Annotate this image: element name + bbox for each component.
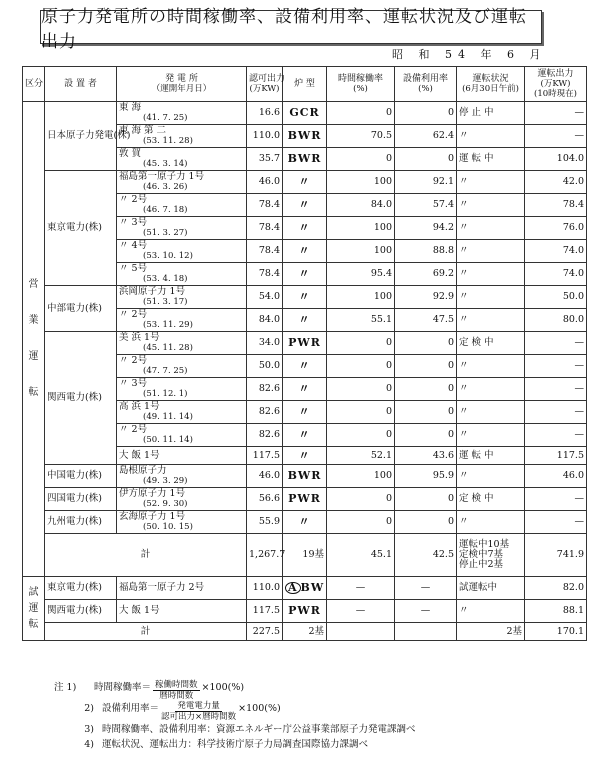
reactor-cell: 〃: [283, 309, 327, 332]
capacity-cell: 110.0: [247, 577, 283, 600]
capacity-cell: 46.0: [247, 465, 283, 488]
plant-date: (47. 7. 25): [143, 366, 188, 376]
capacity-cell: 82.6: [247, 378, 283, 401]
plant-cell: [117, 378, 247, 401]
util-rate-cell: 0: [395, 148, 457, 171]
plant-cell: [117, 511, 247, 534]
util-rate-cell: 88.8: [395, 240, 457, 263]
plant-cell: [117, 240, 247, 263]
capacity-cell: 78.4: [247, 240, 283, 263]
status-cell: 〃: [457, 511, 525, 534]
util-rate-cell: 0: [395, 332, 457, 355]
plant-name: 伊方原子力 1号: [119, 488, 186, 499]
plant-name: 〃 2号: [119, 194, 148, 205]
plant-date: (50. 11. 14): [143, 435, 193, 445]
plant-cell: 福島第一原子力 2号: [117, 577, 247, 600]
status-cell: 〃: [457, 378, 525, 401]
plant-cell: [117, 171, 247, 194]
plant-cell: [117, 102, 247, 125]
plant-cell: [117, 148, 247, 171]
plant-name: 玄海原子力 1号: [119, 511, 186, 522]
plant-date: (51. 3. 27): [143, 228, 188, 238]
status-cell: 停 止 中: [457, 102, 525, 125]
reactor-cell: GCR: [283, 102, 327, 125]
output-cell: 50.0: [525, 286, 587, 309]
section-char: 運: [28, 351, 39, 362]
capacity-cell: 82.6: [247, 424, 283, 447]
time-rate-cell: 0: [327, 378, 395, 401]
total-capacity: 1,267.7: [247, 534, 283, 577]
status-cell: 〃: [457, 600, 525, 623]
util-rate-cell: 0: [395, 355, 457, 378]
title-text: 原子力発電所の時間稼働率、設備利用率、運転状況及び運転出力: [41, 7, 527, 52]
total-time-rate: 45.1: [327, 534, 395, 577]
status-cell: 〃: [457, 125, 525, 148]
reactor-cell: 〃: [283, 447, 327, 465]
header-section: 区分: [23, 67, 45, 102]
time-rate-cell: 0: [327, 424, 395, 447]
total-status: [457, 534, 525, 577]
time-rate-cell: 100: [327, 286, 395, 309]
capacity-cell: 35.7: [247, 148, 283, 171]
plant-date: (51. 12. 1): [143, 389, 188, 399]
section-char: 転: [28, 618, 39, 630]
status-cell: 〃: [457, 240, 525, 263]
util-rate-cell: 57.4: [395, 194, 457, 217]
util-rate-cell: 0: [395, 102, 457, 125]
capacity-cell: 46.0: [247, 171, 283, 194]
table-row: [23, 577, 587, 600]
note-2: 2) 設備利用率＝ $\frac{\text{発電電力量}}{\text{認可出力×暦時間数}}$ ×100(%): [84, 701, 281, 722]
plant-cell: [117, 263, 247, 286]
total-row: [23, 623, 587, 641]
time-rate-cell: 84.0: [327, 194, 395, 217]
output-cell: 88.1: [525, 600, 587, 623]
reactor-cell: BWR: [283, 125, 327, 148]
time-rate-cell: 52.1: [327, 447, 395, 465]
util-rate-cell: 92.9: [395, 286, 457, 309]
note-1: 注 1) 時間稼働率＝ $\frac{\text{稼働時間数}}{\text{暦時間数}}$ ×100(%): [54, 680, 245, 701]
capacity-cell: 82.6: [247, 401, 283, 424]
capacity-cell: 16.6: [247, 102, 283, 125]
time-rate-cell: 100: [327, 171, 395, 194]
status-cell: 〃: [457, 194, 525, 217]
table-row: [23, 511, 587, 534]
util-rate-cell: 69.2: [395, 263, 457, 286]
operator-cell: 中国電力(株): [45, 465, 117, 488]
plant-name: 東 海 第 二: [119, 125, 167, 136]
output-cell: 42.0: [525, 171, 587, 194]
capacity-cell: 78.4: [247, 194, 283, 217]
table-row: [23, 600, 587, 623]
reactor-prefix: A: [285, 582, 301, 594]
capacity-cell: 84.0: [247, 309, 283, 332]
status-cell: 〃: [457, 309, 525, 332]
plant-date: (53. 10. 12): [143, 251, 193, 261]
table-row: [23, 488, 587, 511]
output-cell: 74.0: [525, 263, 587, 286]
output-cell: 74.0: [525, 240, 587, 263]
reactor-cell: 〃: [283, 511, 327, 534]
output-cell: 80.0: [525, 309, 587, 332]
note-4: 4) 運転状況、運転出力：科学技術庁原子力局調査国際協力課調べ: [84, 739, 369, 750]
status-line: 停止中2基: [459, 559, 504, 570]
util-rate-cell: 62.4: [395, 125, 457, 148]
plant-name: 〃 2号: [119, 309, 148, 320]
plant-cell: [117, 332, 247, 355]
plant-date: (46. 3. 26): [143, 182, 188, 192]
page-title: [40, 7, 542, 52]
status-line: 運転中10基: [459, 539, 510, 550]
header-output: 運転出力 (万KW) (10時現在): [525, 67, 587, 102]
footnotes: [54, 680, 574, 752]
total-status: 2基: [457, 623, 525, 641]
status-cell: 運 転 中: [457, 447, 525, 465]
plant-cell: [117, 217, 247, 240]
util-rate-cell: 0: [395, 401, 457, 424]
plant-name: 〃 2号: [119, 424, 148, 435]
status-cell: 〃: [457, 424, 525, 447]
status-cell: 運 転 中: [457, 148, 525, 171]
util-rate-cell: —: [395, 577, 457, 600]
plant-date: (52. 9. 30): [143, 499, 188, 509]
util-rate-cell: 0: [395, 424, 457, 447]
section-trial: [23, 577, 45, 641]
status-line: 定検中7基: [459, 549, 504, 560]
table-row: [23, 465, 587, 488]
output-cell: —: [525, 488, 587, 511]
plant-name: 高 浜 1号: [119, 401, 160, 412]
total-util-rate: [395, 623, 457, 641]
operator-cell: 四国電力(株): [45, 488, 117, 511]
table-row: [23, 286, 587, 309]
output-cell: —: [525, 424, 587, 447]
time-rate-cell: —: [327, 577, 395, 600]
capacity-cell: 56.6: [247, 488, 283, 511]
time-rate-cell: 0: [327, 355, 395, 378]
reactor-cell: 〃: [283, 240, 327, 263]
plant-date: (41. 7. 25): [143, 113, 188, 123]
reactor-type: BW: [300, 581, 325, 594]
header-operator: 設 置 者: [45, 67, 117, 102]
total-label: 計: [45, 623, 247, 641]
operator-cell: 関西電力(株): [45, 600, 117, 623]
plant-date: (45. 3. 14): [143, 159, 188, 169]
table-row: [23, 332, 587, 355]
util-rate-cell: 95.9: [395, 465, 457, 488]
header-plant: 発 電 所 （運開年月日）: [117, 67, 247, 102]
status-cell: 試運転中: [457, 577, 525, 600]
time-rate-cell: 55.1: [327, 309, 395, 332]
time-rate-cell: 95.4: [327, 263, 395, 286]
plant-cell: [117, 309, 247, 332]
reactor-cell: [283, 577, 327, 600]
total-label: 計: [45, 534, 247, 577]
reactor-cell: 〃: [283, 355, 327, 378]
plant-name: 東 海: [119, 102, 142, 113]
section-char: 業: [28, 315, 39, 326]
status-cell: 〃: [457, 286, 525, 309]
output-cell: 46.0: [525, 465, 587, 488]
util-rate-cell: 47.5: [395, 309, 457, 332]
total-time-rate: [327, 623, 395, 641]
data-table: [22, 66, 587, 641]
section-char: 転: [28, 387, 39, 398]
plant-cell: 大 飯 1号: [117, 600, 247, 623]
date-label: 昭 和 54 年 6 月: [392, 48, 547, 61]
capacity-cell: 117.5: [247, 600, 283, 623]
output-cell: 78.4: [525, 194, 587, 217]
capacity-cell: 55.9: [247, 511, 283, 534]
total-capacity: 227.5: [247, 623, 283, 641]
plant-date: (49. 3. 29): [143, 476, 188, 486]
output-cell: 76.0: [525, 217, 587, 240]
plant-cell: [117, 355, 247, 378]
reactor-cell: 〃: [283, 217, 327, 240]
section-char: 試: [28, 586, 39, 598]
table-row: [23, 102, 587, 125]
time-rate-cell: 100: [327, 240, 395, 263]
plant-cell: [117, 424, 247, 447]
time-rate-cell: 0: [327, 148, 395, 171]
operator-cell: 日本原子力発電(株): [45, 102, 117, 171]
reactor-cell: BWR: [283, 148, 327, 171]
util-rate-cell: —: [395, 600, 457, 623]
status-cell: 〃: [457, 355, 525, 378]
plant-cell: [117, 447, 247, 465]
section-commercial: [23, 102, 45, 577]
time-rate-cell: 0: [327, 511, 395, 534]
status-cell: 定 検 中: [457, 488, 525, 511]
output-cell: —: [525, 332, 587, 355]
plant-cell: [117, 488, 247, 511]
reactor-cell: 〃: [283, 286, 327, 309]
util-rate-cell: 92.1: [395, 171, 457, 194]
plant-cell: [117, 286, 247, 309]
plant-name: 敦 賀: [119, 148, 142, 159]
output-cell: 104.0: [525, 148, 587, 171]
util-rate-cell: 94.2: [395, 217, 457, 240]
status-cell: 〃: [457, 217, 525, 240]
section-char: 営: [28, 279, 39, 290]
operator-cell: 関西電力(株): [45, 332, 117, 465]
time-rate-cell: 100: [327, 465, 395, 488]
operator-cell: 東京電力(株): [45, 171, 117, 286]
plant-name: 〃 4号: [119, 240, 148, 251]
time-rate-cell: 0: [327, 401, 395, 424]
total-output: 170.1: [525, 623, 587, 641]
util-rate-cell: 0: [395, 511, 457, 534]
plant-name: 浜岡原子力 1号: [119, 286, 186, 297]
time-rate-cell: 0: [327, 102, 395, 125]
plant-name: 〃 3号: [119, 378, 148, 389]
header-util-rate: 設備利用率 (%): [395, 67, 457, 102]
reactor-cell: 〃: [283, 424, 327, 447]
capacity-cell: 110.0: [247, 125, 283, 148]
reactor-cell: 〃: [283, 194, 327, 217]
operator-cell: 九州電力(株): [45, 511, 117, 534]
plant-name: 〃 5号: [119, 263, 148, 274]
plant-name: 大 飯 1号: [119, 449, 160, 461]
output-cell: —: [525, 125, 587, 148]
header-time-rate: 時間稼働率 (%): [327, 67, 395, 102]
capacity-cell: 54.0: [247, 286, 283, 309]
total-row: [23, 534, 587, 577]
output-cell: —: [525, 511, 587, 534]
total-output: 741.9: [525, 534, 587, 577]
header-reactor: 炉 型: [283, 67, 327, 102]
total-util-rate: 42.5: [395, 534, 457, 577]
util-rate-cell: 0: [395, 488, 457, 511]
output-cell: —: [525, 401, 587, 424]
plant-date: (45. 11. 28): [143, 343, 193, 353]
plant-name: 〃 2号: [119, 355, 148, 366]
reactor-cell: 〃: [283, 401, 327, 424]
note-3: 3) 時間稼働率、設備利用率：資源エネルギー庁公益事業部原子力発電課調べ: [84, 724, 416, 735]
plant-cell: [117, 125, 247, 148]
reactor-cell: BWR: [283, 465, 327, 488]
plant-date: (53. 4. 18): [143, 274, 188, 284]
time-rate-cell: 100: [327, 217, 395, 240]
util-rate-cell: 43.6: [395, 447, 457, 465]
capacity-cell: 78.4: [247, 263, 283, 286]
time-rate-cell: —: [327, 600, 395, 623]
plant-cell: [117, 401, 247, 424]
status-cell: 定 検 中: [457, 332, 525, 355]
operator-cell: 中部電力(株): [45, 286, 117, 332]
capacity-cell: 50.0: [247, 355, 283, 378]
plant-date: (53. 11. 29): [143, 320, 193, 330]
plant-date: (51. 3. 17): [143, 297, 188, 307]
time-rate-cell: 0: [327, 332, 395, 355]
status-cell: 〃: [457, 465, 525, 488]
output-cell: —: [525, 355, 587, 378]
plant-date: (50. 10. 15): [143, 522, 193, 532]
plant-cell: [117, 194, 247, 217]
status-cell: 〃: [457, 171, 525, 194]
reactor-type: PWR: [288, 604, 321, 617]
output-cell: 117.5: [525, 447, 587, 465]
time-rate-cell: 0: [327, 488, 395, 511]
reactor-cell: 〃: [283, 263, 327, 286]
header-capacity: 認可出力 (万KW): [247, 67, 283, 102]
capacity-cell: 78.4: [247, 217, 283, 240]
plant-cell: [117, 465, 247, 488]
plant-date: (53. 11. 28): [143, 136, 193, 146]
reactor-cell: 〃: [283, 171, 327, 194]
plant-name: 美 浜 1号: [119, 332, 160, 343]
reactor-cell: [283, 600, 327, 623]
capacity-cell: 117.5: [247, 447, 283, 465]
reactor-cell: 〃: [283, 378, 327, 401]
plant-date: (46. 7. 18): [143, 205, 188, 215]
capacity-cell: 34.0: [247, 332, 283, 355]
reactor-cell: PWR: [283, 332, 327, 355]
operator-cell: 東京電力(株): [45, 577, 117, 600]
reactor-cell: PWR: [283, 488, 327, 511]
output-cell: —: [525, 102, 587, 125]
total-reactor: 19基: [283, 534, 327, 577]
plant-name: 島根原子力: [119, 465, 167, 476]
section-char: 運: [28, 602, 39, 614]
time-rate-cell: 70.5: [327, 125, 395, 148]
output-cell: —: [525, 378, 587, 401]
header-row: [23, 67, 587, 102]
plant-date: (49. 11. 14): [143, 412, 193, 422]
status-cell: 〃: [457, 401, 525, 424]
status-cell: 〃: [457, 263, 525, 286]
util-rate-cell: 0: [395, 378, 457, 401]
output-cell: 82.0: [525, 577, 587, 600]
plant-name: 〃 3号: [119, 217, 148, 228]
plant-name: 福島第一原子力 1号: [119, 171, 205, 182]
header-status: 運転状況 (6月30日午前): [457, 67, 525, 102]
table-row: [23, 171, 587, 194]
total-reactor: 2基: [283, 623, 327, 641]
